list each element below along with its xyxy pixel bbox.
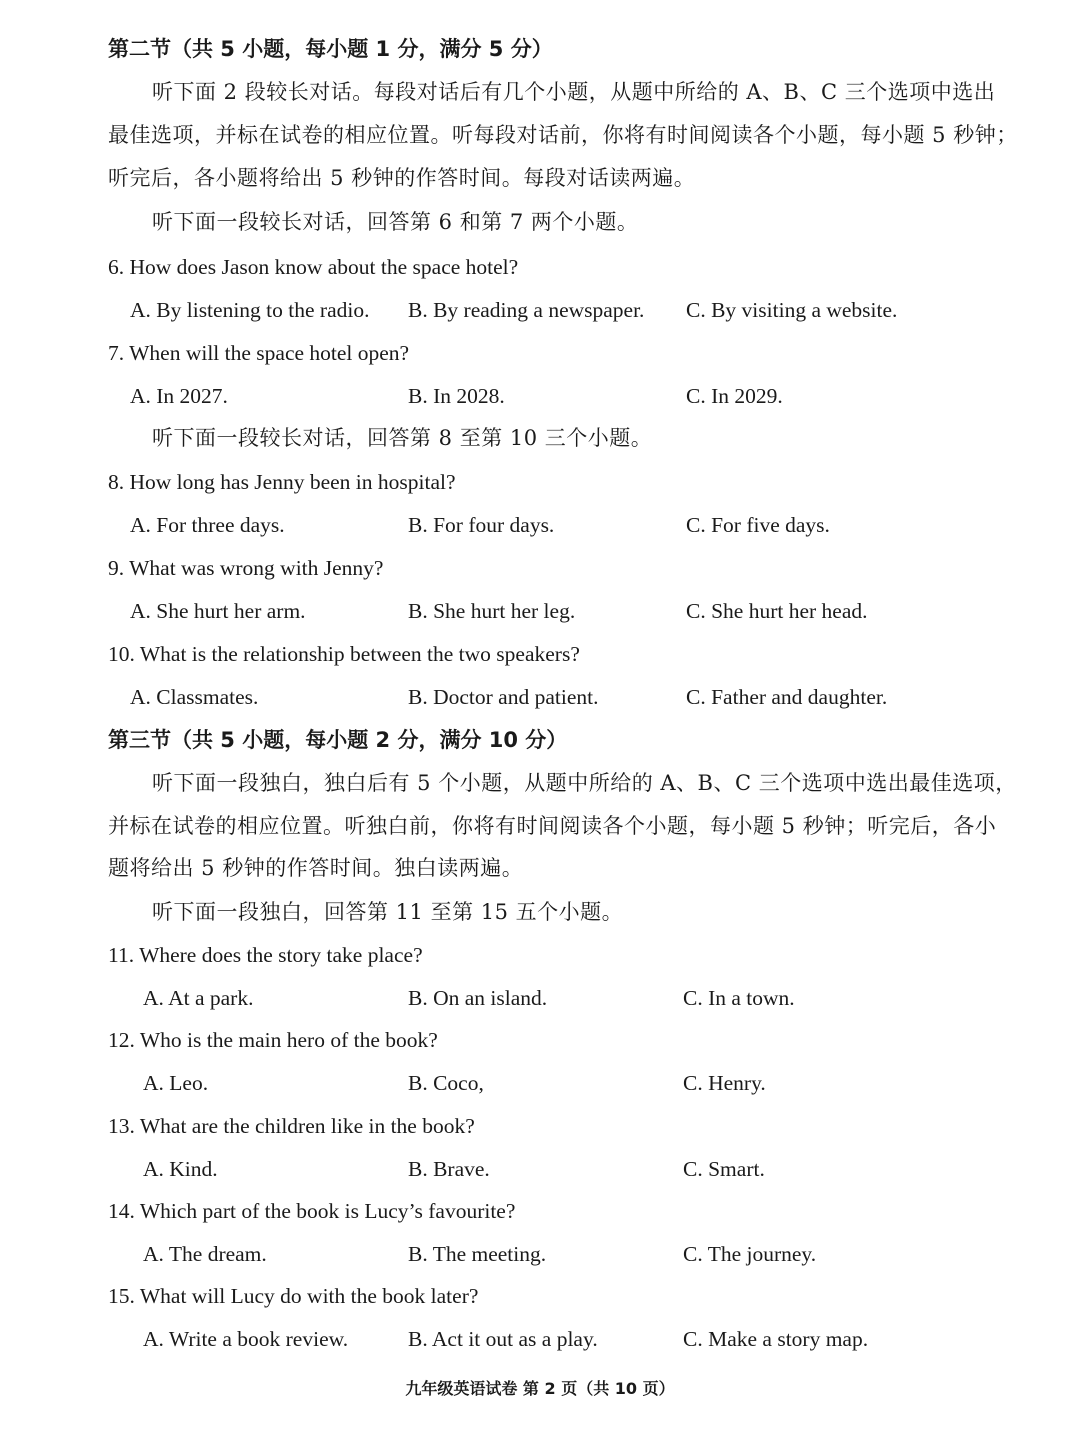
- question-13: 13. What are the children like in the book?: [108, 1114, 475, 1138]
- question-6-option-b: B. By reading a newspaper.: [408, 298, 645, 322]
- section3-instructions-line1: 听下面一段独白，独白后有 5 个小题，从题中所给的 A、B、C 三个选项中选出最佳选项，: [152, 771, 1017, 795]
- question-10: 10. What is the relationship between the two speakers?: [108, 642, 580, 666]
- question-14-option-a: A. The dream.: [143, 1242, 267, 1266]
- dialog2-intro: 听下面一段较长对话，回答第 8 至第 10 三个小题。: [152, 426, 653, 450]
- question-10-option-a: A. Classmates.: [130, 685, 259, 709]
- section2-instructions-line1: 听下面 2 段较长对话。每段对话后有几个小题，从题中所给的 A、B、C 三个选项中选出: [152, 80, 996, 104]
- question-8: 8. How long has Jenny been in hospital?: [108, 470, 456, 494]
- dialog1-intro: 听下面一段较长对话，回答第 6 和第 7 两个小题。: [152, 210, 639, 234]
- question-10-option-c: C. Father and daughter.: [686, 685, 888, 709]
- question-9-option-c: C. She hurt her head.: [686, 599, 868, 623]
- question-12-option-b: B. Coco,: [408, 1071, 484, 1095]
- question-8-option-b: B. For four days.: [408, 513, 555, 537]
- question-15: 15. What will Lucy do with the book later?: [108, 1284, 479, 1308]
- section3-instructions-line2: 并标在试卷的相应位置。听独白前，你将有时间阅读各个小题，每小题 5 秒钟；听完后，各小: [108, 814, 997, 838]
- question-11-option-c: C. In a town.: [683, 986, 795, 1010]
- section2-instructions-line2: 最佳选项，并标在试卷的相应位置。听每段对话前，你将有时间阅读各个小题，每小题 5 秒钟；: [108, 123, 1018, 147]
- question-6: 6. How does Jason know about the space hotel?: [108, 255, 519, 279]
- question-9: 9. What was wrong with Jenny?: [108, 556, 384, 580]
- question-11-option-b: B. On an island.: [408, 986, 548, 1010]
- question-7-option-b: B. In 2028.: [408, 384, 505, 408]
- question-12: 12. Who is the main hero of the book?: [108, 1028, 438, 1052]
- section3-instructions-line3: 题将给出 5 秒钟的作答时间。独白读两遍。: [108, 856, 524, 880]
- section3-heading: 第三节（共 5 小题，每小题 2 分，满分 10 分）: [108, 728, 568, 752]
- question-7-option-a: A. In 2027.: [130, 384, 228, 408]
- section2-instructions-line3: 听完后，各小题将给出 5 秒钟的作答时间。每段对话读两遍。: [108, 166, 696, 190]
- question-6-option-c: C. By visiting a website.: [686, 298, 898, 322]
- question-13-option-b: B. Brave.: [408, 1157, 490, 1181]
- question-11: 11. Where does the story take place?: [108, 943, 423, 967]
- question-15-option-c: C. Make a story map.: [683, 1327, 869, 1351]
- question-9-option-a: A. She hurt her arm.: [130, 599, 306, 623]
- question-14-option-b: B. The meeting.: [408, 1242, 547, 1266]
- question-15-option-a: A. Write a book review.: [143, 1327, 349, 1351]
- question-15-option-b: B. Act it out as a play.: [408, 1327, 598, 1351]
- page-footer: 九年级英语试卷 第 2 页（共 10 页）: [405, 1379, 675, 1398]
- question-14-option-c: C. The journey.: [683, 1242, 817, 1266]
- section2-heading: 第二节（共 5 小题，每小题 1 分，满分 5 分）: [108, 37, 553, 61]
- question-14: 14. Which part of the book is Lucy’s favourite?: [108, 1199, 516, 1223]
- question-9-option-b: B. She hurt her leg.: [408, 599, 576, 623]
- question-8-option-a: A. For three days.: [130, 513, 285, 537]
- question-11-option-a: A. At a park.: [143, 986, 254, 1010]
- question-10-option-b: B. Doctor and patient.: [408, 685, 599, 709]
- question-8-option-c: C. For five days.: [686, 513, 830, 537]
- question-13-option-a: A. Kind.: [143, 1157, 218, 1181]
- question-12-option-a: A. Leo.: [143, 1071, 209, 1095]
- question-6-option-a: A. By listening to the radio.: [130, 298, 370, 322]
- question-13-option-c: C. Smart.: [683, 1157, 765, 1181]
- question-7: 7. When will the space hotel open?: [108, 341, 410, 365]
- question-12-option-c: C. Henry.: [683, 1071, 766, 1095]
- monologue-intro: 听下面一段独白，回答第 11 至第 15 五个小题。: [152, 900, 624, 924]
- question-7-option-c: C. In 2029.: [686, 384, 783, 408]
